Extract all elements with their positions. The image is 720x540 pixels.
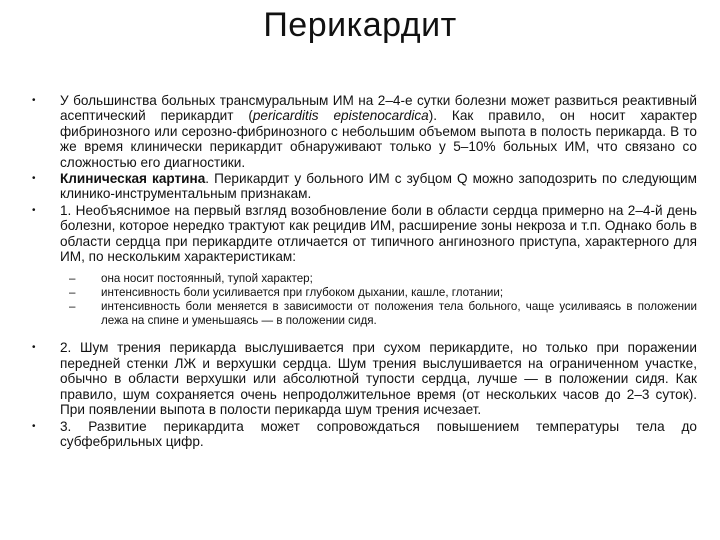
bullet-icon: • [32,420,36,432]
sub-item-text: интенсивность боли усиливается при глубоком дыхании, кашле, глотании; [101,286,504,300]
bullet-text-cont: ). Как правило, он носит характер фибринозного или серозно-фибринозного с небольшим объемом выпота в полость перикарда. В то же время клинически перикардит обнаруживают только у 5–10% больных ИМ, что связано со сложностью его диагностики. [60,108,698,170]
dash-icon: – [69,300,76,314]
sub-list [32,272,697,328]
bullet-icon: • [32,204,36,216]
bullet-item [32,340,697,417]
bullet-text: 3. Развитие перикардита может сопровождаться повышением температуры тела до субфебрильных цифр. [60,418,697,449]
bullet-icon: • [32,95,36,106]
sub-list-item [69,286,697,300]
bullet-icon: • [32,173,36,185]
sub-list-item [69,300,697,328]
dash-icon: – [69,286,76,300]
bullet-text: . Перикардит у больного ИМ с зубцом Q можно заподозрить по следующим клинико-инструментальным признакам. [60,171,697,202]
bullet-text: 1. Необъяснимое на первый взгляд возобновление боли в области сердца примерно на 2–4-й день болезни, которое нередко трактуют как рецидив ИМ, расширение зоны некроза и т.п. Однако боль в области сердца при перикардите отличается от типичного ангинозного приступа, характерного для ИМ, по нескольким характеристикам: [60,202,697,265]
bullet-item [32,419,697,450]
bullet-icon: • [32,342,36,354]
slide-title: Перикардит [263,6,457,44]
sub-item-text: она носит постоянный, тупой характер; [101,272,313,286]
bullet-item [32,203,697,265]
bold-heading: Клиническая картина [60,171,206,187]
latin-term: pericarditis epistenocardica [252,108,429,124]
dash-icon: – [69,272,76,286]
bullet-item [32,171,697,202]
slide-body [32,93,697,449]
sub-list-item [69,272,697,286]
sub-item-text: интенсивность боли меняется в зависимости от положения тела больного, чаще усиливаясь в положении лежа на спине и уменьшаясь — в положении сидя. [101,300,697,328]
bullet-text: 2. Шум трения перикарда выслушивается при сухом перикардите, но только при поражении передней стенки ЛЖ и верхушки сердца. Шум трения выслушивается на ограниченном участке, обычно в области верхушки или абсолютной тупости сердца, лучше — в положении сидя. Как правило, шум сохраняется очень непродолжительное время (от нескольких часов до 2–3 суток). При появлении выпота в полости перикарда шум трения исчезает. [60,340,697,418]
bullet-text: У большинства больных трансмуральным ИМ на 2–4-е сутки болезни может развиться реактивный асептический перикардит ( [60,93,697,124]
bullet-item [32,93,697,170]
